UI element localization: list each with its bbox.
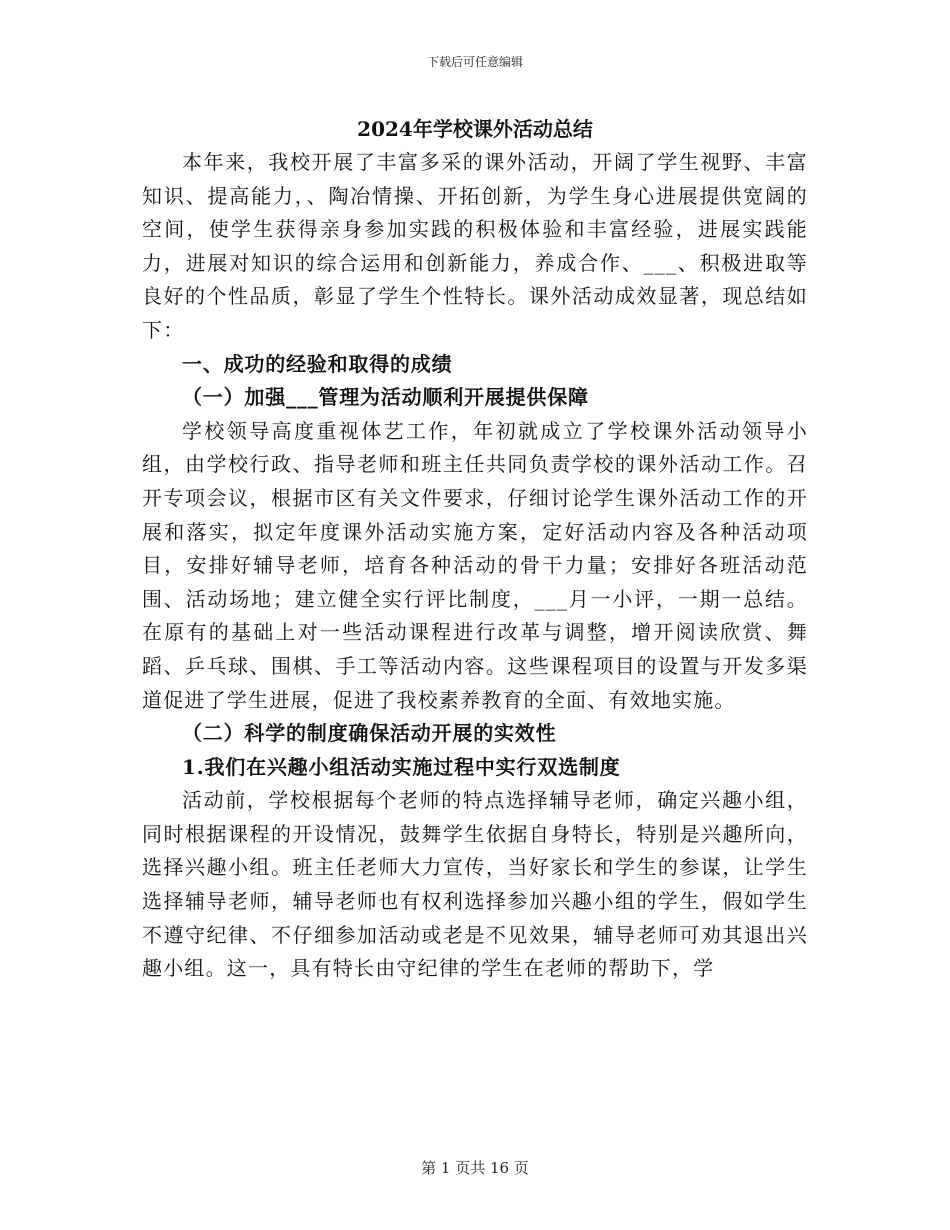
subsection-1-paragraph: 学校领导高度重视体艺工作，年初就成立了学校课外活动领导小组，由学校行政、指导老师和班主任共同负责学校的课外活动工作。召开专项会议，根据市区有关文件要求，仔细讨论学生课外活动工作的开展和落实，拟定年度课外活动实施方案，定好活动内容及各种活动项目，安排好辅导老师，培育各种活动的骨干力量；安排好各班活动范围、活动场地；建立健全实行评比制度，___月一小评，一期一总结。在原有的基础上对一些活动课程进行改革与调整，增开阅读欣赏、舞蹈、乒乓球、围棋、手工等活动内容。这些课程项目的设置与开发多渠道促进了学生进展，促进了我校素养教育的全面、有效地实施。	[142, 418, 808, 712]
page-header-note: 下载后可任意编辑	[426, 55, 523, 69]
subsection-heading-2: （二）科学的制度确保活动开展的实效性	[182, 721, 557, 746]
document-body	[142, 112, 808, 986]
intro-paragraph: 本年来，我校开展了丰富多采的课外活动，开阔了学生视野、丰富知识、提高能力，、陶冶情操、开拓创新，为学生身心进展提供宽阔的空间，使学生获得亲身参加实践的积极体验和丰富经验，进展实践能力，进展对知识的综合运用和创新能力，养成合作、___、积极进取等良好的个性品质，彰显了学生个性特长。课外活动成效显著，现总结如下：	[142, 150, 808, 342]
document-title: 2024年学校课外活动总结	[357, 117, 593, 141]
item-heading-1: 1.我们在兴趣小组活动实施过程中实行双选制度	[182, 754, 621, 779]
item-1-paragraph: 活动前，学校根据每个老师的特点选择辅导老师，确定兴趣小组，同时根据课程的开设情况，鼓舞学生依据自身特长，特别是兴趣所向，选择兴趣小组。班主任老师大力宣传，当好家长和学生的参谋，让学生选择辅导老师，辅导老师也有权利选择参加兴趣小组的学生，假如学生不遵守纪律、不仔细参加活动或老是不见效果，辅导老师可劝其退出兴趣小组。这一，具有特长由守纪律的学生在老师的帮助下，学	[142, 788, 808, 981]
section-heading-1: 一、成功的经验和取得的成绩	[182, 351, 453, 376]
subsection-heading-1: （一）加强___管理为活动顺利开展提供保障	[182, 385, 589, 410]
page-footer-number: 第 1 页共 16 页	[421, 1159, 529, 1177]
